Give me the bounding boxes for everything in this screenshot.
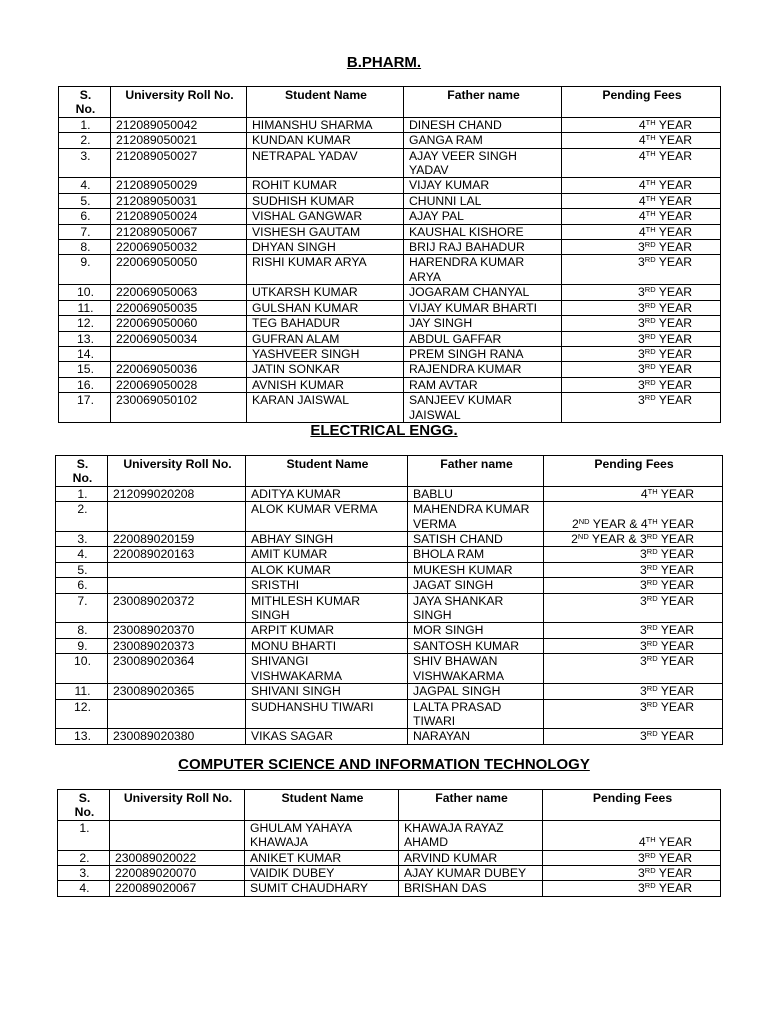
student-cell: KARAN JAISWAL [247, 393, 404, 423]
table-row [59, 300, 721, 315]
table-row [56, 502, 723, 532]
student-cell: SHIVANI SINGH [246, 684, 408, 699]
father-cell: ABDUL GAFFAR [404, 331, 562, 346]
student-cell: ADITYA KUMAR [246, 486, 408, 501]
father-cell: RAJENDRA KUMAR [404, 362, 562, 377]
fee-cell: 4TH YEAR [544, 486, 723, 501]
column-header-student: Student Name [245, 790, 399, 821]
student-cell: ROHIT KUMAR [247, 178, 404, 193]
table-row [56, 593, 723, 623]
sn-cell: 4. [56, 547, 108, 562]
father-cell: ARVIND KUMAR [399, 850, 543, 865]
fee-cell: 3RD YEAR [544, 729, 723, 744]
sn-cell: 13. [59, 331, 111, 346]
fee-cell: 3RD YEAR [544, 593, 723, 623]
table-row [56, 532, 723, 547]
student-cell: KUNDAN KUMAR [247, 133, 404, 148]
fee-cell: 3RD YEAR [562, 255, 721, 285]
table-row [59, 346, 721, 361]
sn-cell: 6. [59, 209, 111, 224]
fee-cell: 3RD YEAR [543, 866, 721, 881]
section-title-bpharm: B.PHARM. [346, 54, 422, 71]
sn-cell: 1. [59, 117, 111, 132]
fee-cell: 4TH YEAR [562, 224, 721, 239]
father-cell: MUKESH KUMAR [408, 562, 544, 577]
father-cell: CHUNNI LAL [404, 193, 562, 208]
table-row [59, 240, 721, 255]
table-row [58, 850, 721, 865]
father-cell: NARAYAN [408, 729, 544, 744]
student-cell: YASHVEER SINGH [247, 346, 404, 361]
table-row [59, 117, 721, 132]
table-row [59, 362, 721, 377]
table-row [59, 148, 721, 178]
fee-cell: 3RD YEAR [544, 623, 723, 638]
student-cell: JATIN SONKAR [247, 362, 404, 377]
roll-cell: 212089050042 [111, 117, 247, 132]
table-row [56, 547, 723, 562]
table-row [56, 729, 723, 744]
column-header-sn: S. No. [58, 790, 110, 821]
column-header-roll: University Roll No. [110, 790, 245, 821]
student-cell: MONU BHARTI [246, 638, 408, 653]
table-row [59, 133, 721, 148]
sn-cell: 8. [59, 240, 111, 255]
fee-cell: 2ND YEAR & 3RD YEAR [544, 532, 723, 547]
student-cell: ABHAY SINGH [246, 532, 408, 547]
sn-cell: 3. [58, 866, 110, 881]
column-header-student: Student Name [247, 87, 404, 118]
fee-cell: 4TH YEAR [562, 148, 721, 178]
table-row [56, 578, 723, 593]
student-cell: ALOK KUMAR [246, 562, 408, 577]
student-cell: SUDHISH KUMAR [247, 193, 404, 208]
roll-cell: 220069050036 [111, 362, 247, 377]
roll-cell: 220069050063 [111, 285, 247, 300]
student-cell: NETRAPAL YADAV [247, 148, 404, 178]
father-cell: AJAY KUMAR DUBEY [399, 866, 543, 881]
table-row [59, 209, 721, 224]
fee-cell: 3RD YEAR [543, 850, 721, 865]
student-cell: SRISTHI [246, 578, 408, 593]
father-cell: SATISH CHAND [408, 532, 544, 547]
roll-cell [111, 346, 247, 361]
roll-cell: 212089050021 [111, 133, 247, 148]
student-cell: GULSHAN KUMAR [247, 300, 404, 315]
fee-cell: 3RD YEAR [544, 547, 723, 562]
sn-cell: 9. [56, 638, 108, 653]
student-cell: ANIKET KUMAR [245, 850, 399, 865]
father-cell: BHOLA RAM [408, 547, 544, 562]
sn-cell: 13. [56, 729, 108, 744]
table-row [59, 377, 721, 392]
father-cell: SANTOSH KUMAR [408, 638, 544, 653]
sn-cell: 3. [56, 532, 108, 547]
table-row [59, 178, 721, 193]
table-row [56, 638, 723, 653]
sn-cell: 6. [56, 578, 108, 593]
student-cell: VISHAL GANGWAR [247, 209, 404, 224]
section-title-cs-it: COMPUTER SCIENCE AND INFORMATION TECHNOLOGY [178, 756, 590, 773]
father-cell: KHAWAJA RAYAZ AHAMD [399, 820, 543, 850]
roll-cell: 220069050034 [111, 331, 247, 346]
column-header-roll: University Roll No. [108, 456, 246, 487]
father-cell: BRISHAN DAS [399, 881, 543, 896]
father-cell: PREM SINGH RANA [404, 346, 562, 361]
roll-cell [110, 820, 245, 850]
student-cell: RISHI KUMAR ARYA [247, 255, 404, 285]
student-cell: ARPIT KUMAR [246, 623, 408, 638]
student-cell: VAIDIK DUBEY [245, 866, 399, 881]
column-header-roll: University Roll No. [111, 87, 247, 118]
father-cell: LALTA PRASAD TIWARI [408, 699, 544, 729]
student-cell: DHYAN SINGH [247, 240, 404, 255]
fee-cell: 3RD YEAR [544, 684, 723, 699]
sn-cell: 16. [59, 377, 111, 392]
sn-cell: 14. [59, 346, 111, 361]
roll-cell: 230089020365 [108, 684, 246, 699]
sn-cell: 10. [56, 654, 108, 684]
roll-cell: 230089020364 [108, 654, 246, 684]
father-cell: HARENDRA KUMAR ARYA [404, 255, 562, 285]
father-cell: VIJAY KUMAR [404, 178, 562, 193]
student-cell: AMIT KUMAR [246, 547, 408, 562]
fee-cell: 4TH YEAR [562, 178, 721, 193]
section-title-electrical: ELECTRICAL ENGG. [310, 422, 458, 439]
sn-cell: 11. [59, 300, 111, 315]
father-cell: JAYA SHANKAR SINGH [408, 593, 544, 623]
header-row [59, 87, 721, 118]
column-header-father: Father name [408, 456, 544, 487]
table-row [56, 654, 723, 684]
sn-cell: 2. [59, 133, 111, 148]
sn-cell: 5. [59, 193, 111, 208]
fee-cell: 3RD YEAR [543, 881, 721, 896]
father-cell: JAGPAL SINGH [408, 684, 544, 699]
fee-cell: 3RD YEAR [562, 300, 721, 315]
father-cell: JAY SINGH [404, 316, 562, 331]
fee-cell: 3RD YEAR [562, 240, 721, 255]
roll-cell: 220069050060 [111, 316, 247, 331]
roll-cell: 220089020070 [110, 866, 245, 881]
sn-cell: 7. [56, 593, 108, 623]
father-cell: SANJEEV KUMAR JAISWAL [404, 393, 562, 423]
fee-cell: 4TH YEAR [562, 133, 721, 148]
roll-cell: 230089020372 [108, 593, 246, 623]
table-row [56, 562, 723, 577]
sn-cell: 1. [58, 820, 110, 850]
fee-cell: 3RD YEAR [544, 638, 723, 653]
father-cell: BABLU [408, 486, 544, 501]
roll-cell: 220069050050 [111, 255, 247, 285]
table-row [56, 684, 723, 699]
roll-cell: 212089050029 [111, 178, 247, 193]
column-header-sn: S. No. [56, 456, 108, 487]
father-cell: RAM AVTAR [404, 377, 562, 392]
sn-cell: 3. [59, 148, 111, 178]
fee-cell: 3RD YEAR [544, 654, 723, 684]
father-cell: GANGA RAM [404, 133, 562, 148]
father-cell: DINESH CHAND [404, 117, 562, 132]
column-header-fee: Pending Fees [543, 790, 721, 821]
roll-cell: 220089020163 [108, 547, 246, 562]
student-cell: UTKARSH KUMAR [247, 285, 404, 300]
sn-cell: 10. [59, 285, 111, 300]
sn-cell: 2. [56, 502, 108, 532]
sn-cell: 2. [58, 850, 110, 865]
table-row [58, 881, 721, 896]
sn-cell: 15. [59, 362, 111, 377]
column-header-sn: S. No. [59, 87, 111, 118]
sn-cell: 1. [56, 486, 108, 501]
table-row [59, 255, 721, 285]
father-cell: SHIV BHAWAN VISHWAKARMA [408, 654, 544, 684]
student-cell: VISHESH GAUTAM [247, 224, 404, 239]
roll-cell: 212089050024 [111, 209, 247, 224]
fee-cell: 3RD YEAR [562, 393, 721, 423]
father-cell: MAHENDRA KUMAR VERMA [408, 502, 544, 532]
sn-cell: 8. [56, 623, 108, 638]
fee-cell: 3RD YEAR [544, 578, 723, 593]
column-header-fee: Pending Fees [562, 87, 721, 118]
table-row [59, 285, 721, 300]
roll-cell [108, 562, 246, 577]
roll-cell [108, 502, 246, 532]
roll-cell: 230089020380 [108, 729, 246, 744]
roll-cell [108, 699, 246, 729]
roll-cell: 230089020370 [108, 623, 246, 638]
student-cell: SUMIT CHAUDHARY [245, 881, 399, 896]
cs-it-table [57, 789, 721, 897]
table-row [56, 699, 723, 729]
student-cell: HIMANSHU SHARMA [247, 117, 404, 132]
header-row [56, 456, 723, 487]
table-row [56, 486, 723, 501]
table-row [59, 331, 721, 346]
father-cell: JOGARAM CHANYAL [404, 285, 562, 300]
roll-cell: 220069050032 [111, 240, 247, 255]
fee-cell: 4TH YEAR [562, 209, 721, 224]
sn-cell: 4. [59, 178, 111, 193]
father-cell: BRIJ RAJ BAHADUR [404, 240, 562, 255]
roll-cell: 212089050027 [111, 148, 247, 178]
roll-cell: 230069050102 [111, 393, 247, 423]
roll-cell: 212099020208 [108, 486, 246, 501]
father-cell: AJAY PAL [404, 209, 562, 224]
column-header-student: Student Name [246, 456, 408, 487]
student-cell: VIKAS SAGAR [246, 729, 408, 744]
roll-cell: 220089020159 [108, 532, 246, 547]
father-cell: MOR SINGH [408, 623, 544, 638]
sn-cell: 12. [59, 316, 111, 331]
column-header-fee: Pending Fees [544, 456, 723, 487]
header-row [58, 790, 721, 821]
table-row [59, 193, 721, 208]
roll-cell: 220089020067 [110, 881, 245, 896]
father-cell: JAGAT SINGH [408, 578, 544, 593]
table-row [58, 866, 721, 881]
fee-cell: 3RD YEAR [562, 346, 721, 361]
student-cell: SHIVANGI VISHWAKARMA [246, 654, 408, 684]
fee-cell: 3RD YEAR [562, 377, 721, 392]
table-row [56, 623, 723, 638]
fee-cell: 3RD YEAR [544, 562, 723, 577]
roll-cell: 212089050031 [111, 193, 247, 208]
table-row [59, 393, 721, 423]
father-cell: VIJAY KUMAR BHARTI [404, 300, 562, 315]
sn-cell: 17. [59, 393, 111, 423]
sn-cell: 4. [58, 881, 110, 896]
student-cell: GHULAM YAHAYA KHAWAJA [245, 820, 399, 850]
father-cell: AJAY VEER SINGH YADAV [404, 148, 562, 178]
fee-cell: 3RD YEAR [562, 316, 721, 331]
fee-cell: 4TH YEAR [562, 193, 721, 208]
sn-cell: 7. [59, 224, 111, 239]
roll-cell [108, 578, 246, 593]
roll-cell: 212089050067 [111, 224, 247, 239]
column-header-father: Father name [399, 790, 543, 821]
roll-cell: 220069050035 [111, 300, 247, 315]
student-cell: MITHLESH KUMAR SINGH [246, 593, 408, 623]
fee-cell: 3RD YEAR [544, 699, 723, 729]
fee-cell: 3RD YEAR [562, 285, 721, 300]
roll-cell: 220069050028 [111, 377, 247, 392]
bpharm-table [58, 86, 721, 423]
student-cell: ALOK KUMAR VERMA [246, 502, 408, 532]
student-cell: AVNISH KUMAR [247, 377, 404, 392]
sn-cell: 11. [56, 684, 108, 699]
sn-cell: 12. [56, 699, 108, 729]
column-header-father: Father name [404, 87, 562, 118]
student-cell: GUFRAN ALAM [247, 331, 404, 346]
fee-cell: 4TH YEAR [543, 820, 721, 850]
table-row [58, 820, 721, 850]
student-cell: SUDHANSHU TIWARI [246, 699, 408, 729]
fee-cell: 2ND YEAR & 4TH YEAR [544, 502, 723, 532]
sn-cell: 9. [59, 255, 111, 285]
roll-cell: 230089020022 [110, 850, 245, 865]
fee-cell: 3RD YEAR [562, 362, 721, 377]
electrical-table [55, 455, 723, 745]
table-row [59, 316, 721, 331]
fee-cell: 4TH YEAR [562, 117, 721, 132]
student-cell: TEG BAHADUR [247, 316, 404, 331]
father-cell: KAUSHAL KISHORE [404, 224, 562, 239]
table-row [59, 224, 721, 239]
roll-cell: 230089020373 [108, 638, 246, 653]
sn-cell: 5. [56, 562, 108, 577]
fee-cell: 3RD YEAR [562, 331, 721, 346]
